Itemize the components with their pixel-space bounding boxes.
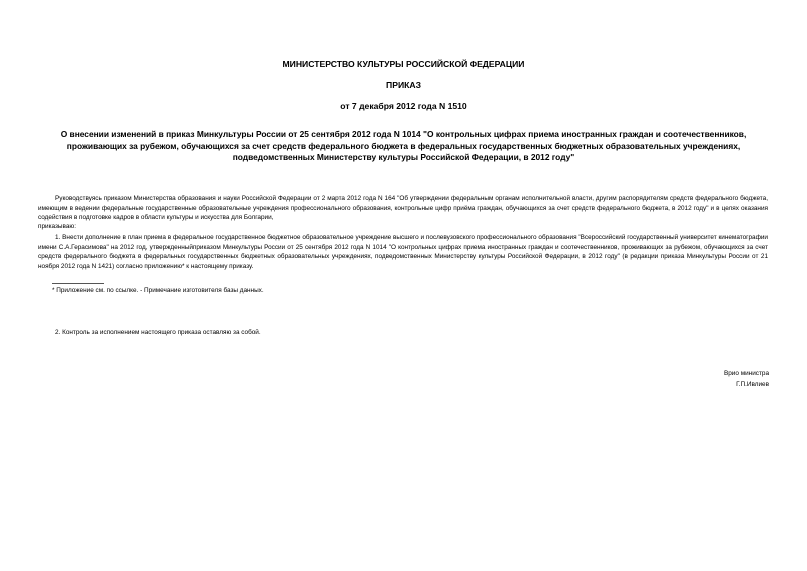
document-heading: О внесении изменений в приказ Минкультуры России от 25 сентября 2012 года N 1014 "О контрольных цифрах приема иностранных граждан и соотечественников, проживающих за рубежом, обучающихся за счет средств федерального бюджета в федеральных государственных бюджетных образовательных учреждениях, подведомственных Министерству культуры Российской Федерации, в 2012 году" bbox=[60, 129, 747, 162]
footnote: * Приложение см. по ссылке. - Примечание изготовителя базы данных. bbox=[52, 287, 264, 294]
signatory-position: Врио министра bbox=[723, 370, 769, 377]
order-item-1: 1. Внести дополнение в план приема в федеральное государственное бюджетное образовательное учреждение высшего и послевузовского профессионального образования "Всероссийский государственный университет кинематографии имени С.А.Герасимова" на 2012 год, утвержденныйприказом Минкультуры России от 25 сентября 2012 года N 1014 "О контрольных цифрах приема иностранных граждан и соотечественников, проживающих за рубежом, обучающихся за счет средств федерального бюджета в федеральных государственных бюджетных образовательных учреждениях, подведомственных Министерству культуры Российской Федерации, в 2012 году" (в редакции приказа Минкультуры России от 21 ноября 2012 года N 1421) согласно приложению* к настоящему приказу. bbox=[38, 234, 768, 270]
signatory-name: Г.П.Ивлиев bbox=[736, 381, 769, 388]
ministry-name: МИНИСТЕРСТВО КУЛЬТУРЫ РОССИЙСКОЙ ФЕДЕРАЦИИ bbox=[282, 59, 525, 69]
basis-paragraph: Руководствуясь приказом Министерства образования и науки Российской Федерации от 2 марта 2012 года N 164 "Об утверждении федеральным органам исполнительной власти, другим распорядителям средств федерального бюджета, имеющим в ведении федеральные государственные образовательные учреждения профессионального образования, контрольные цифр приёма граждан, обучающихся за счет средств федерального бюджета, в 2012 году" и в целях оказания содействия в подготовке кадров в области культуры и искусства для Болгарии, bbox=[38, 195, 768, 222]
document-type: ПРИКАЗ bbox=[386, 80, 421, 90]
footnote-divider bbox=[52, 283, 104, 284]
document-date-number: от 7 декабря 2012 года N 1510 bbox=[340, 101, 467, 111]
order-word: приказываю: bbox=[38, 223, 76, 230]
order-item-2: 2. Контроль за исполнением настоящего приказа оставляю за собой. bbox=[55, 329, 261, 336]
